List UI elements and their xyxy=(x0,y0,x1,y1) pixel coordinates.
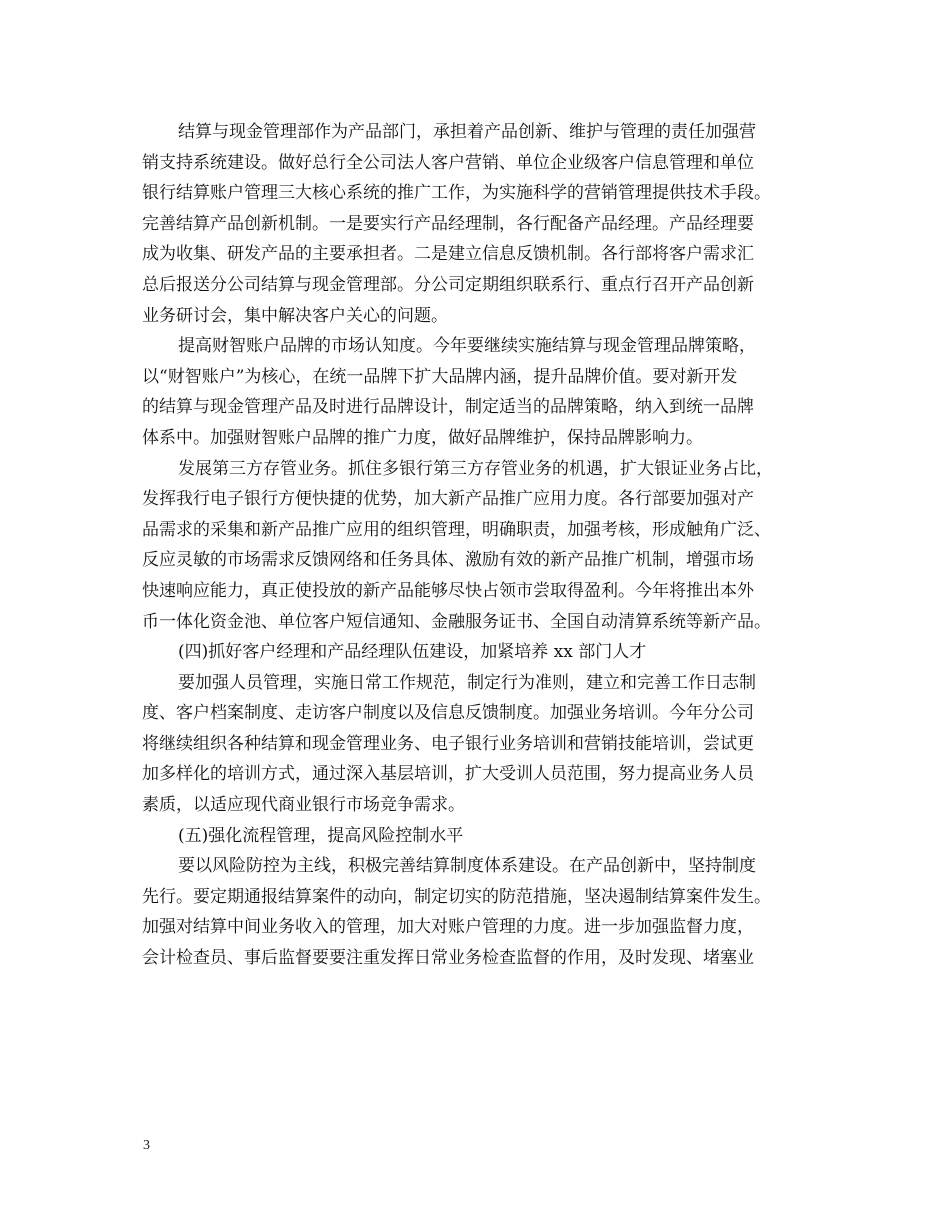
text-line: 的结算与现金管理产品及时进行品牌设计，制定适当的品牌策略，纳入到统一品牌 xyxy=(142,397,754,418)
text-line: 完善结算产品创新机制。一是要实行产品经理制，各行配备产品经理。产品经理要 xyxy=(142,213,754,234)
text-line: 品需求的采集和新产品推广应用的组织管理，明确职责，加强考核，形成触角广泛、 xyxy=(142,519,771,540)
text-line: 提高财智账户品牌的市场认知度。今年要继续实施结算与现金管理品牌策略， xyxy=(178,336,756,357)
text-line: 发展第三方存管业务。抓住多银行第三方存管业务的机遇，扩大银证业务占比， xyxy=(178,458,773,479)
text-line: 要以风险防控为主线，积极完善结算制度体系建设。在产品创新中，坚持制度 xyxy=(178,856,756,877)
text-line: 银行结算账户管理三大核心系统的推广工作，为实施科学的营销管理提供技术手段。 xyxy=(142,183,771,204)
page-number: 3 xyxy=(143,1138,150,1153)
text-line: 度、客户档案制度、走访客户制度以及信息反馈制度。加强业务培训。今年分公司 xyxy=(142,703,754,724)
document-body xyxy=(142,117,822,974)
text-line: (五)强化流程管理，提高风险控制水平 xyxy=(178,825,464,846)
text-line: 以“财智账户”为核心，在统一品牌下扩大品牌内涵，提升品牌价值。要对新开发 xyxy=(142,366,738,387)
text-line: 要加强人员管理，实施日常工作规范，制定行为准则，建立和完善工作日志制 xyxy=(178,672,756,693)
text-line: 反应灵敏的市场需求反馈网络和任务具体、激励有效的新产品推广机制，增强市场 xyxy=(142,550,754,571)
text-line: 成为收集、研发产品的主要承担者。二是建立信息反馈机制。各行部将客户需求汇 xyxy=(142,244,754,265)
text-line: 体系中。加强财智账户品牌的推广力度，做好品牌维护，保持品牌影响力。 xyxy=(142,427,703,448)
text-line: 先行。要定期通报结算案件的动向，制定切实的防范措施，坚决遏制结算案件发生。 xyxy=(142,886,771,907)
text-line: 素质，以适应现代商业银行市场竞争需求。 xyxy=(142,795,465,816)
text-line: (四)抓好客户经理和产品经理队伍建设，加紧培养 xx 部门人才 xyxy=(178,642,647,663)
text-line: 快速响应能力，真正使投放的新产品能够尽快占领市尝取得盈利。今年将推出本外 xyxy=(142,580,754,601)
text-line: 将继续组织各种结算和现金管理业务、电子银行业务培训和营销技能培训，尝试更 xyxy=(142,733,754,754)
text-line: 结算与现金管理部作为产品部门，承担着产品创新、维护与管理的责任加强营 xyxy=(178,122,756,142)
text-line: 发挥我行电子银行方便快捷的优势，加大新产品推广应用力度。各行部要加强对产 xyxy=(142,489,754,510)
text-line: 加多样化的培训方式，通过深入基层培训，扩大受训人员范围，努力提高业务人员 xyxy=(142,764,754,785)
text-line: 加强对结算中间业务收入的管理，加大对账户管理的力度。进一步加强监督力度， xyxy=(142,917,754,938)
text-line: 会计检查员、事后监督要要注重发挥日常业务检查监督的作用，及时发现、堵塞业 xyxy=(142,948,754,969)
text-line: 业务研讨会，集中解决客户关心的问题。 xyxy=(142,305,448,326)
text-line: 总后报送分公司结算与现金管理部。分公司定期组织联系行、重点行召开产品创新 xyxy=(142,274,754,295)
text-line: 销支持系统建设。做好总行全公司法人客户营销、单位企业级客户信息管理和单位 xyxy=(142,152,754,173)
text-line: 币一体化资金池、单位客户短信通知、金融服务证书、全国自动清算系统等新产品。 xyxy=(142,611,771,632)
